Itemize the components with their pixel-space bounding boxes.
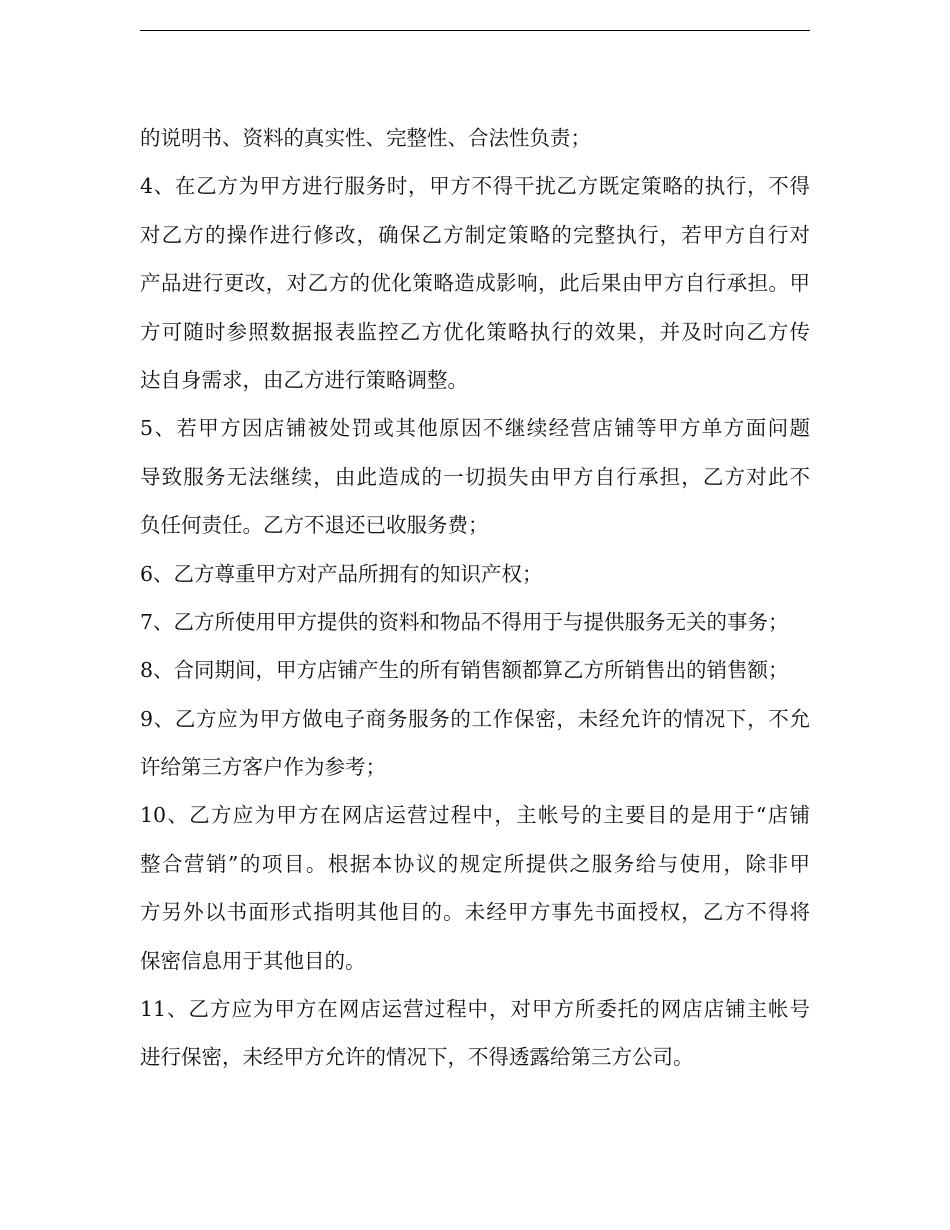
paragraph — [140, 646, 810, 694]
text-line: 产品进行更改，对乙方的优化策略造成影响，此后果由甲方自行承担。甲 — [140, 271, 810, 296]
text-line: 导致服务无法继续，由此造成的一切损失由甲方自行承担，乙方对此不 — [140, 464, 810, 489]
paragraph — [140, 550, 810, 598]
document-body — [140, 114, 810, 1082]
text-line: 7、乙方所使用甲方提供的资料和物品不得用于与提供服务无关的事务； — [140, 609, 789, 634]
paragraph — [140, 114, 810, 162]
text-line: 10、乙方应为甲方在网店运营过程中，主帐号的主要目的是用于“店铺 — [140, 803, 810, 828]
header-rule — [140, 30, 810, 31]
text-line: 保密信息用于其他目的。 — [140, 948, 366, 973]
text-line: 5、若甲方因店铺被处罚或其他原因不继续经营店铺等甲方单方面问题 — [140, 416, 810, 441]
paragraph — [140, 162, 810, 404]
text-line: 11、乙方应为甲方在网店运营过程中，对甲方所委托的网店店铺主帐号 — [140, 997, 810, 1022]
text-line: 的说明书、资料的真实性、完整性、合法性负责； — [140, 126, 591, 150]
text-line: 达自身需求，由乙方进行策略调整。 — [140, 367, 468, 392]
text-line: 8、合同期间，甲方店铺产生的所有销售额都算乙方所销售出的销售额； — [140, 658, 789, 683]
text-line: 4、在乙方为甲方进行服务时，甲方不得干扰乙方既定策略的执行，不得 — [140, 174, 810, 199]
paragraph — [140, 695, 810, 792]
text-line: 对乙方的操作进行修改，确保乙方制定策略的完整执行，若甲方自行对 — [140, 222, 810, 247]
paragraph — [140, 404, 810, 549]
text-line: 整合营销”的项目。根据本协议的规定所提供之服务给与使用，除非甲 — [140, 851, 810, 876]
paragraph — [140, 985, 810, 1082]
text-line: 方可随时参照数据报表监控乙方优化策略执行的效果，并及时向乙方传 — [140, 319, 810, 344]
text-line: 9、乙方应为甲方做电子商务服务的工作保密，未经允许的情况下，不允 — [140, 706, 810, 731]
paragraph — [140, 791, 810, 985]
text-line: 负任何责任。乙方不退还已收服务费； — [140, 513, 489, 538]
text-line: 进行保密，未经甲方允许的情况下，不得透露给第三方公司。 — [140, 1045, 694, 1070]
paragraph — [140, 598, 810, 646]
text-line: 方另外以书面形式指明其他目的。未经甲方事先书面授权，乙方不得将 — [140, 900, 810, 925]
text-line: 许给第三方客户作为参考； — [140, 755, 386, 780]
text-line: 6、乙方尊重甲方对产品所拥有的知识产权； — [140, 561, 543, 586]
